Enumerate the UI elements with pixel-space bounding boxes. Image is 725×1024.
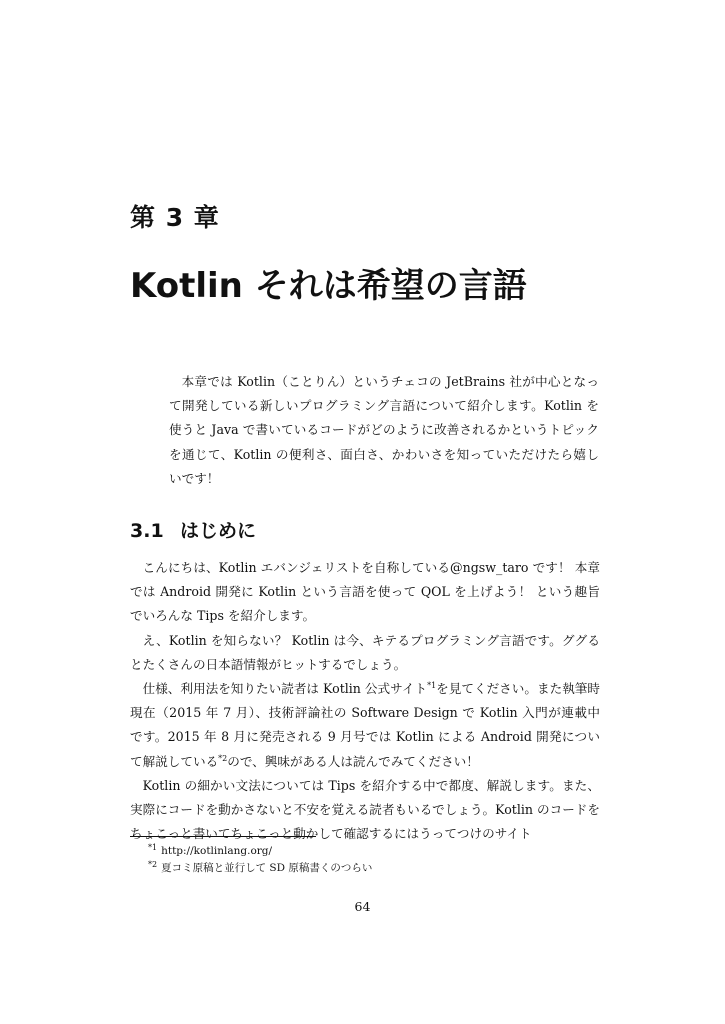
footnotes [148, 843, 372, 877]
footnote-ref-1: *1 [427, 680, 437, 690]
section-body [130, 556, 600, 846]
body-paragraph-2: え、Kotlin を知らない？ Kotlin は今、キテるプログラミング言語です。ググるとたくさんの日本語情報がヒットするでしょう。 [130, 632, 600, 672]
footnote-text: 夏コミ原稿と並行して SD 原稿書くのつらい [161, 862, 373, 874]
footnote-1: $^{*1}$ http://kotlinlang.org/ [148, 842, 273, 857]
body-paragraph-1: こんにちは、Kotlin エバンジェリストを自称している@ngsw_taro です！ 本章では Android 開発に Kotlin という言語を使って QOL を上げよう！ という趣旨でいろんな Tips を紹介します。 [130, 560, 600, 624]
body-paragraph-3 [130, 677, 600, 774]
chapter-title: Kotlin それは希望の言語 [130, 266, 527, 306]
section-number: 3.1 [130, 520, 164, 542]
paragraph-3-part-b: を見てください。また執筆時現在（2015 年 7 月）、技術評論社の Software Design で Kotlin 入門が連載中です。2015 年 8 月に発売される 9 月号では Kotlin による Android 開発について解説している [130, 681, 600, 769]
footnote-2: $^{*2}$ 夏コミ原稿と並行して SD 原稿書くのつらい [148, 859, 373, 874]
section-heading [130, 516, 256, 543]
chapter-abstract [169, 370, 599, 491]
footnote-divider [130, 836, 316, 837]
chapter-number: 第 3 章 [130, 203, 220, 232]
page-number: 64 [354, 899, 371, 914]
abstract-paragraph: 本章では Kotlin（ことりん）というチェコの JetBrains 社が中心となって開発している新しいプログラミング言語について紹介します。Kotlin を使うと Java で書いているコードがどのように改善されるかというトピックを通じて、Kotlin の便利さ、面白さ、かわいさを知っていただけたら嬉しいです！ [169, 374, 599, 486]
paragraph-3-part-a: 仕様、利用法を知りたい読者は Kotlin 公式サイト [142, 681, 428, 697]
section-title: はじめに [180, 520, 257, 542]
paragraph-3-part-c: ので、興味がある人は読んでみてください！ [227, 753, 479, 769]
footnote-ref-2: *2 [218, 753, 228, 763]
footnote-text: http://kotlinlang.org/ [161, 845, 273, 857]
body-paragraph-4: Kotlin の細かい文法については Tips を紹介する中で都度、解説します。また、実際にコードを動かさないと不安を覚える読者もいるでしょう。Kotlin のコードをちょこっと書いてちょこっと動かして確認するにはうってつけのサイト [130, 777, 600, 842]
